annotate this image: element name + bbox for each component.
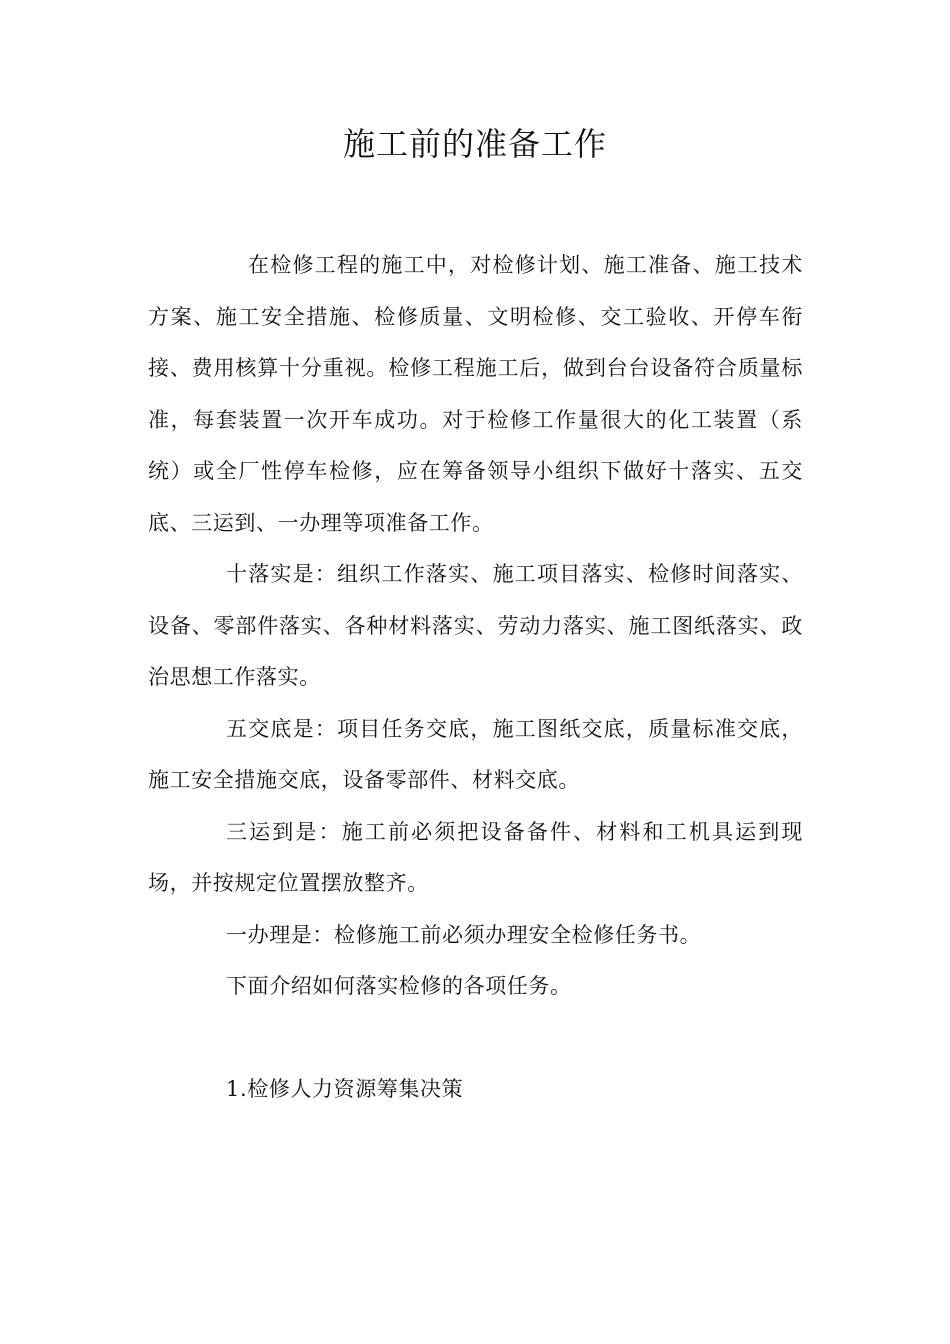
paragraph-one-procedure: 一办理是：检修施工前必须办理安全检修任务书。 <box>226 922 702 947</box>
paragraph-five-briefings: 五交底是：项目任务交底，施工图纸交底，质量标准交底，施工安全措施交底，设备零部件、材料交底。 <box>148 716 803 792</box>
paragraph-intro: 在检修工程的施工中，对检修计划、施工准备、施工技术方案、施工安全措施、检修质量、文明检修、交工验收、开停车衔接、费用核算十分重视。检修工程施工后，做到台台设备符合质量标准，每套装置一次开车成功。对于检修工作量很大的化工装置（系统）或全厂性停车检修，应在筹备领导小组织下做好十落实、五交底、三运到、一办理等项准备工作。 <box>148 253 803 535</box>
paragraph-gap <box>148 1013 803 1065</box>
paragraph-ten-implementations: 十落实是：组织工作落实、施工项目落实、检修时间落实、设备、零部件落实、各种材料落实、劳动力落实、施工图纸落实、政治思想工作落实。 <box>148 562 803 689</box>
paragraph-introduction-next: 下面介绍如何落实检修的各项任务。 <box>226 974 572 998</box>
paragraph-three-deliveries: 三运到是：施工前必须把设备备件、材料和工机具运到现场，并按规定位置摆放整齐。 <box>148 819 803 895</box>
page-title: 施工前的准备工作 <box>342 125 607 163</box>
document-body <box>148 240 803 1116</box>
section-heading: 1.检修人力资源筹集决策 <box>226 1077 464 1101</box>
